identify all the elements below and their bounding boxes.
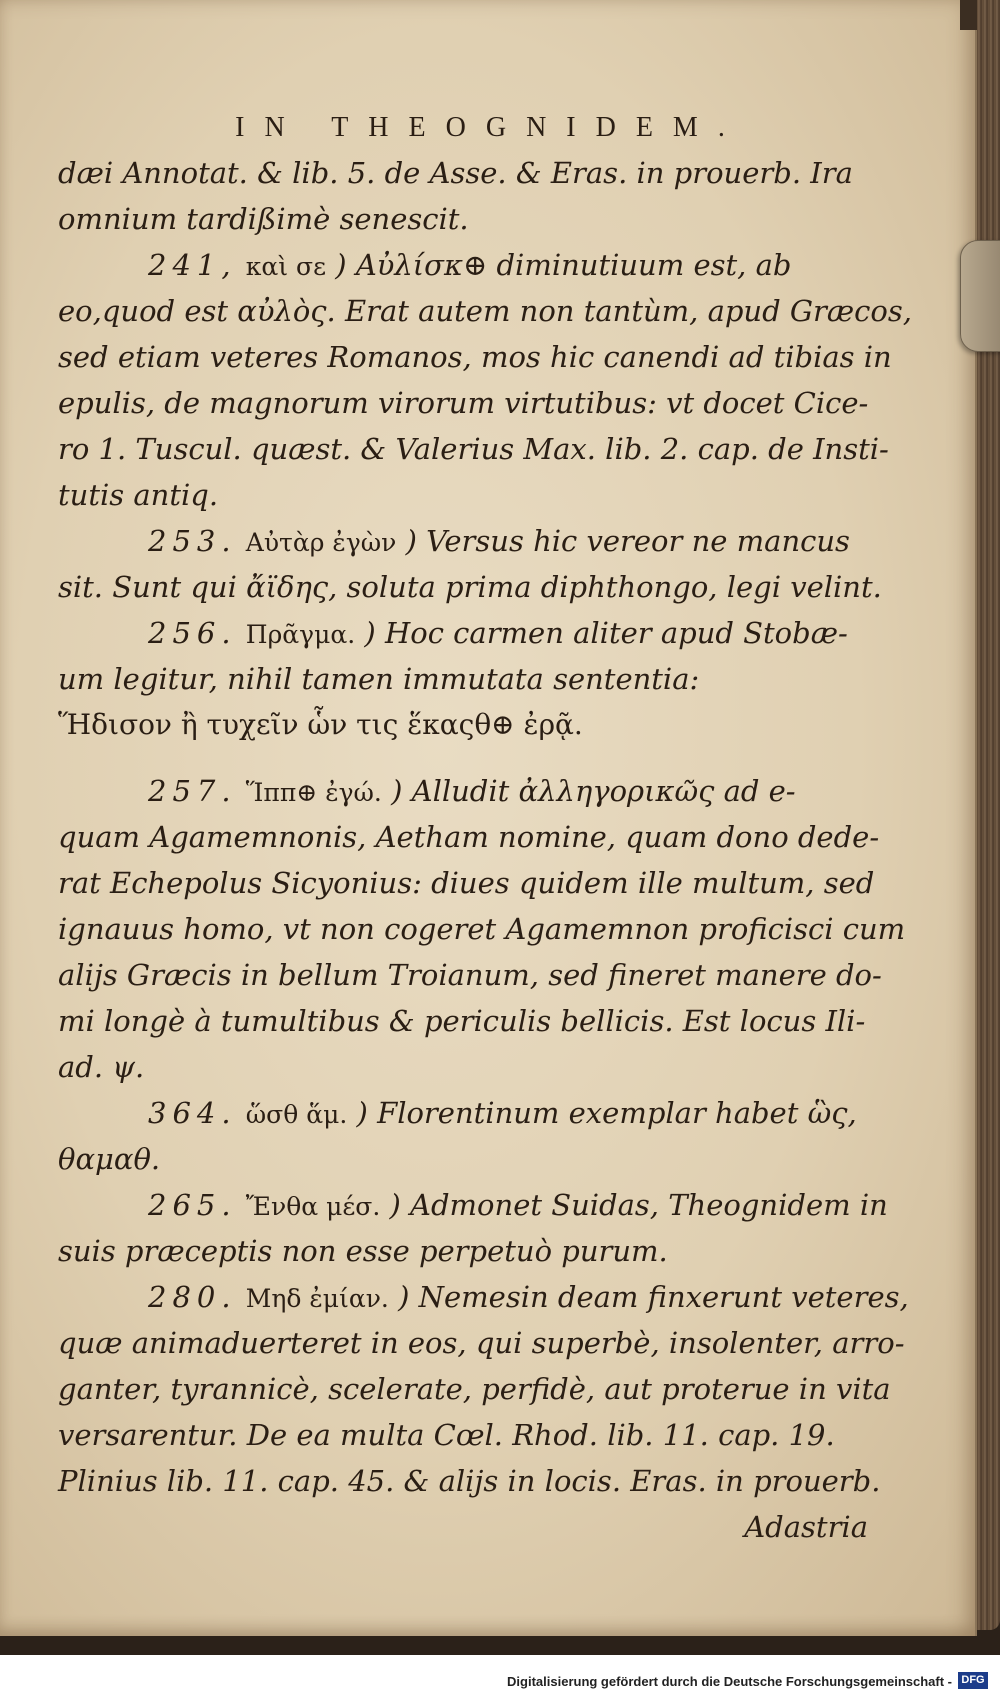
greek-lemma: καὶ σε bbox=[245, 252, 327, 281]
text-line: dæi Annotat. & lib. 5. de Asse. & Eras. in prouerb. Ira bbox=[58, 156, 853, 190]
entry-number: 256. bbox=[148, 616, 237, 650]
text-line: omnium tardißimè senescit. bbox=[58, 202, 469, 236]
text-line: quæ animaduerteret in eos, qui superbè, insolenter, arro- bbox=[58, 1326, 905, 1360]
running-title: IN THEOGNIDEM. bbox=[235, 112, 745, 143]
greek-lemma: Μηδ ἐμίαν. bbox=[245, 1284, 389, 1313]
text-line: sed etiam veteres Romanos, mos hic canendi ad tibias in bbox=[58, 340, 892, 374]
digitization-credit: Digitalisierung gefördert durch die Deutsche Forschungsgemeinschaft - bbox=[507, 1674, 952, 1689]
text-line: um legitur, nihil tamen immutata sententia: bbox=[58, 662, 700, 696]
text-line: mi longè à tumultibus & periculis bellicis. Est locus Ili- bbox=[58, 1004, 866, 1038]
dfg-logo-icon: DFG bbox=[958, 1672, 988, 1689]
text-line: ignauus homo, vt non cogeret Agamemnon proficisci cum bbox=[58, 912, 906, 946]
text-line: suis præceptis non esse perpetuò purum. bbox=[58, 1234, 668, 1268]
entry-number: 257. bbox=[148, 774, 237, 808]
entry-text: ) Alludit ἀλληγορικῶς ad e- bbox=[391, 774, 796, 808]
entry-text: ) Versus hic vereor ne mancus bbox=[405, 524, 850, 558]
text-line: quam Agamemnonis, Aetham nomine, quam dono dede- bbox=[58, 820, 880, 854]
text-line: alijs Græcis in bellum Troianum, sed fineret manere do- bbox=[58, 958, 882, 992]
entry-line bbox=[58, 1090, 868, 1136]
page-tab-marker bbox=[960, 240, 1000, 352]
text-line: ad. ψ. bbox=[58, 1050, 145, 1084]
text-line: versarentur. De ea multa Cœl. Rhod. lib. 11. cap. 19. bbox=[58, 1418, 835, 1452]
text-line: sit. Sunt qui ἄϊδης, soluta prima diphthongo, legi velint. bbox=[58, 570, 882, 604]
entry-line bbox=[58, 768, 868, 814]
entry-text: ) Admonet Suidas, Theognidem in bbox=[389, 1188, 888, 1222]
entry-text: ) Αὐλίσκ⊕ diminutiuum est, ab bbox=[335, 248, 792, 282]
greek-lemma: Ἔνθα μέσ. bbox=[245, 1192, 381, 1221]
entry-number: 241, bbox=[148, 248, 237, 282]
entry-number: 364. bbox=[148, 1096, 237, 1130]
entry-text: ) Hoc carmen aliter apud Stobæ- bbox=[364, 616, 848, 650]
entry-line bbox=[58, 1182, 888, 1228]
greek-lemma: Πρᾶγμα. bbox=[245, 620, 356, 649]
greek-lemma: Ἵππ⊕ ἐγώ. bbox=[245, 778, 382, 807]
text-line: epulis, de magnorum virorum virtutibus: vt docet Cice- bbox=[58, 386, 869, 420]
entry-line bbox=[58, 1274, 909, 1320]
entry-number: 253. bbox=[148, 524, 237, 558]
greek-verse-line: Ἥδισον ἢ τυχεῖν ὧν τις ἕκαςθ⊕ ἐρᾷ. bbox=[58, 708, 583, 741]
entry-text: ) Florentinum exemplar habet ὣς, bbox=[356, 1096, 857, 1130]
entry-line bbox=[58, 518, 868, 564]
text-line: ganter, tyrannicè, scelerate, perfidè, aut proterue in vita bbox=[58, 1372, 891, 1406]
text-line: Plinius lib. 11. cap. 45. & alijs in locis. Eras. in prouerb. bbox=[58, 1464, 881, 1498]
entry-line bbox=[58, 610, 868, 656]
entry-text: ) Nemesin deam finxerunt veteres, bbox=[398, 1280, 909, 1314]
text-line: ro 1. Tuscul. quæst. & Valerius Max. lib. 2. cap. de Insti- bbox=[58, 432, 889, 466]
greek-lemma: ὥσθ ἅμ. bbox=[245, 1100, 348, 1129]
entry-number: 265. bbox=[148, 1188, 237, 1222]
entry-number: 280. bbox=[148, 1280, 237, 1314]
text-line: eo,quod est αὐλὸς. Erat autem non tantùm, apud Græcos, bbox=[58, 294, 912, 328]
catchword: Adastria bbox=[744, 1510, 868, 1544]
entry-line bbox=[58, 242, 868, 288]
text-line: θαμαθ. bbox=[58, 1142, 161, 1176]
greek-lemma: Αὐτὰρ ἐγὼν bbox=[245, 528, 397, 557]
text-line: rat Echepolus Sicyonius: diues quidem ille multum, sed bbox=[58, 866, 875, 900]
text-line: tutis antiq. bbox=[58, 478, 219, 512]
text-block bbox=[58, 150, 912, 1550]
